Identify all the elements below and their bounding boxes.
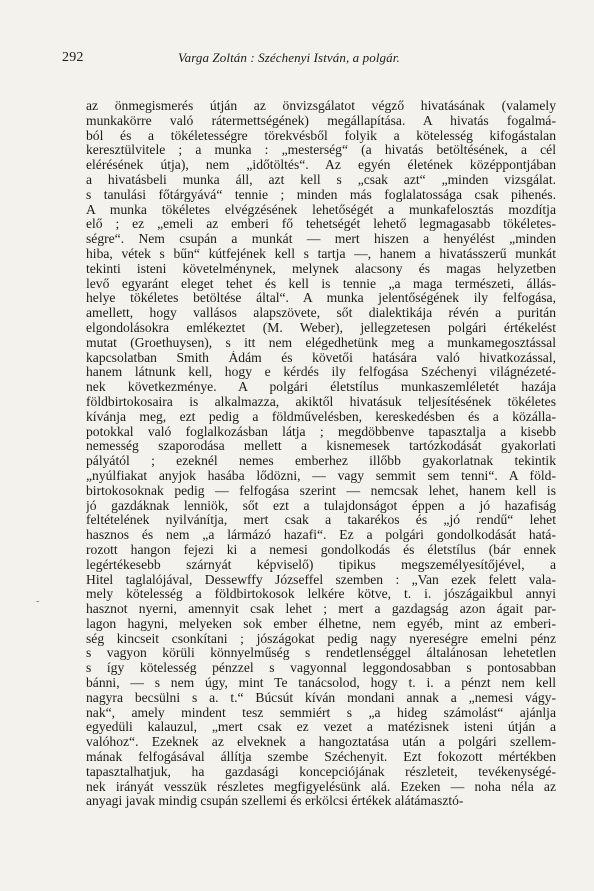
text-line: keresztülvitele ; a munka : „mesterség“ (a hivatás betöltésének, a cél: [86, 143, 556, 158]
text-line: ség kincseit csonkítani ; jószágokat pedig nagy nyereségre emelni pénz: [86, 631, 556, 646]
text-line: s vagyon körüli könnyelműség s rendetlenséggel általánosan lehetetlen: [86, 646, 556, 661]
text-line: hasznos és nem „a lármázó hazafi“. Ez a polgári gondolkodását hatá-: [86, 528, 556, 543]
text-line: legértékesebb szárnyát képviselő) tipikus megszemélyesítőjével, a: [86, 557, 556, 572]
text-line: egyedüli kalauzul, „mert csak ez vezet a matézisnek isteni útján a: [86, 720, 556, 735]
text-line: jó gazdáknak lenniök, sőt ezt a tulajdonságot éppen a jó hazafiság: [86, 498, 556, 513]
body-text: [86, 99, 556, 809]
text-line: kapcsolatban Smith Ádám és követői hatására való hivatkozással,: [86, 350, 556, 365]
text-line: nek irányát vesszük részletes megfigyelésünk alá. Ezeken — noha néla az: [86, 779, 556, 794]
text-line: nagyra becsülni s a. t.“ Búcsút kíván mondani annak a „nemesi vágy-: [86, 690, 556, 705]
text-line: mutat (Groethuysen), s itt nem elégedhetünk meg a munkamegosztással: [86, 335, 556, 350]
text-line: birtokosoknak pedig — felfogása szerint — nemcsak lehet, hanem kell is: [86, 483, 556, 498]
text-line: ségre“. Nem csupán a munkát — mert hiszen a henyélést „minden: [86, 232, 556, 247]
text-line: a hivatásbeli munka áll, azt kell s „csak azt“ „minden vizsgálat.: [86, 172, 556, 187]
text-line: rozott hangon fejezi ki a nemesi gondolkodás és életstílus (bár ennek: [86, 542, 556, 557]
text-line: elő ; ez „emeli az emberi fő tehetségét lehető legmagasabb tökéletes-: [86, 217, 556, 232]
page-number: 292: [62, 50, 84, 65]
text-line: elérésének útja), nem „időtöltés“. Az egyén életének középpontjában: [86, 158, 556, 173]
text-line: tapasztalhatjuk, ha gazdasági koncepciójának részleteit, tevékenységé-: [86, 764, 556, 779]
text-line: „nyúlfiakat anyjok hasába lődözni, — vagy semmit sem tenni“. A föld-: [86, 468, 556, 483]
text-line: amellett, hogy vallásos alapszövete, sőt dialektikája révén a puritán: [86, 306, 556, 321]
text-line: elgondolásokra emlékeztet (M. Weber), jellegzetesen polgári értékelést: [86, 320, 556, 335]
margin-mark: ˜: [36, 600, 40, 611]
text-line: nek következménye. A polgári életstílus munkaszemléletét hazája: [86, 380, 556, 395]
text-line: mának felfogásával állítja szembe Széchenyit. Ezt fokozott mértékben: [86, 750, 556, 765]
text-line: levő egyaránt eleget tehet és kell is tennie „a maga természeti, állás-: [86, 276, 556, 291]
text-line: anyagi javak mindig csupán szellemi és erkölcsi értékek alátámasztó-: [86, 794, 464, 809]
text-line: s tanulási főtárgyává“ tennie ; minden más foglalatossága csak pihenés.: [86, 187, 556, 202]
text-line: tekinti isteni követelménynek, melynek alacsony és magas helyzetben: [86, 261, 556, 276]
text-line: bánni, — s nem úgy, mint Te tanácsolod, hogy t. i. a pénzt nem kell: [86, 676, 556, 691]
text-line: lagon hagyni, melyeken sok ember élhetne, nem egyéb, mint az emberi-: [86, 616, 556, 631]
text-line: potokkal való foglalkozásban látja ; megdöbbenve tapasztalja a kisebb: [86, 424, 556, 439]
text-line: hasznot nyerni, amennyit csak lehet ; mert a gazdagság azon ágait par-: [86, 602, 556, 617]
text-line: A munka tökéletes elvégzésének lehetőségét a munkafelosztás mozdítja: [86, 202, 556, 217]
text-line: hiba, vétek s bűn“ kútfejének kell s tartja —, hanem a hivatásszerű munkát: [86, 246, 556, 261]
text-line: munkakörre való rátermettségének) megállapítása. A hivatás fogalmá-: [86, 113, 556, 128]
text-line: Hitel taglalójával, Dessewffy Józseffel szemben : „Van ezek felett vala-: [86, 572, 556, 587]
text-line: mely kötelesség a földbirtokosok lelkére kötve, t. i. jószágaikbul annyi: [86, 587, 556, 602]
text-line: s így kötelesség pénzzel s vagyonnal leggondosabban s pontosabban: [86, 661, 556, 676]
text-line: nak“, amely mindent tesz semmiért s „a hideg számolást“ ajánlja: [86, 705, 556, 720]
text-line: ból és a tökéletességre törekvésből folyik a kötelesség kifogástalan: [86, 128, 556, 143]
text-line: feltételének nyilvánítja, mert csak a takarékos és „jó rendű“ lehet: [86, 513, 556, 528]
text-line: valóhoz“. Ezeknek az elveknek a hangoztatása után a polgári szellem-: [86, 735, 556, 750]
text-line: helye tökéletes betöltése által“. A munka jelentőségének ily felfogása,: [86, 291, 556, 306]
text-line: pályától ; ezeknél nemes emberhez illőbb gyakorlatnak tekintik: [86, 454, 556, 469]
running-head: Varga Zoltán : Széchenyi István, a polgár.: [178, 50, 400, 65]
text-line: nemesség szaporodása mellett a kisnemesek tartózkodását gyakorlati: [86, 439, 556, 454]
text-line: földbirtokosaira is alkalmazza, akiktől hivatásuk teljesítésének tökéletes: [86, 394, 556, 409]
text-line: az önmegismerés útján az önvizsgálatot végző hivatásának (valamely: [86, 99, 556, 113]
text-line: kívánja meg, ezt pedig a földművelésben, kereskedésben és a közálla-: [86, 409, 556, 424]
text-line: hanem látnunk kell, hogy e kérdés ily felfogása Széchenyi világnézeté-: [86, 365, 556, 380]
